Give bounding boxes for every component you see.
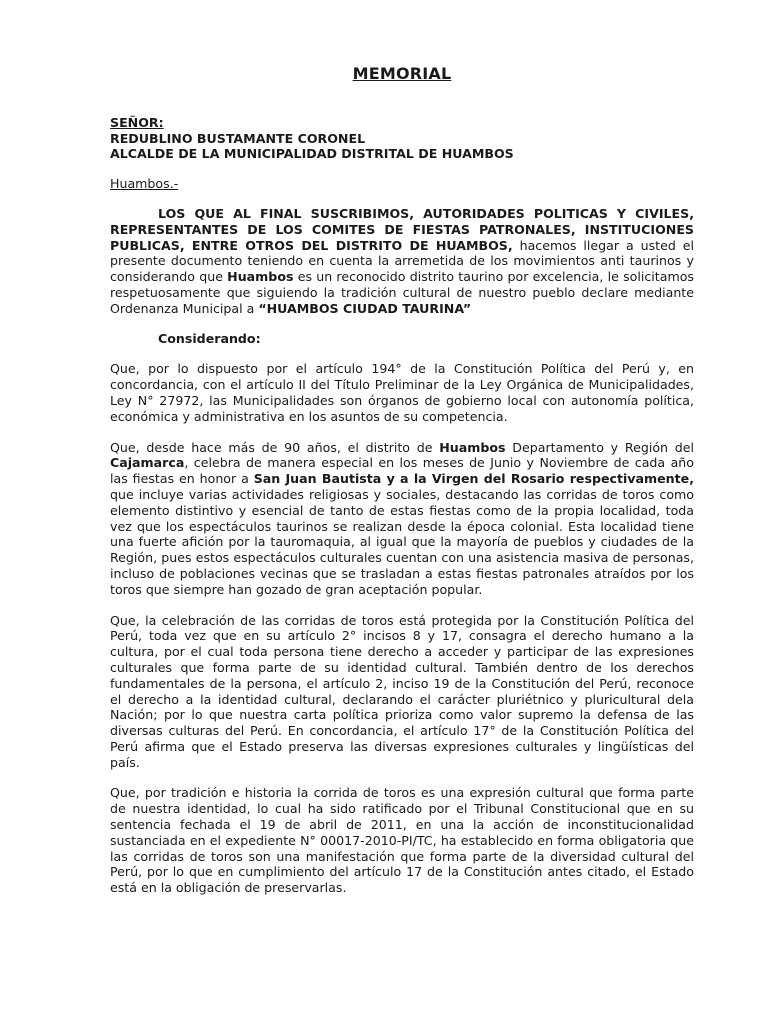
para2-text-4: que incluye varias actividades religiosas y sociales, destacando las corridas de toros como elemento distintivo y esencial de tanto de estas fiestas como de la propia localidad, toda vez que los espectáculos taurinos se realizan desde la época colonial. Esta localidad tiene una fuerte afición por la tauromaquia, al igual que la mayoría de pueblos y ciudades de la Región, pues estos espectáculos culturales cuentan con una asistencia masiva de personas, incluso de poblaciones vecinas que se trasladan a estas fiestas patronales atraídos por los toros que siempre han gozado de gran aceptación popular. xyxy=(110,486,694,597)
para2-text-2: Departamento y Región del xyxy=(505,439,694,455)
paragraph-4: Que, por tradición e historia la corrida de toros es una expresión cultural que forma parte de nuestra identidad, lo cual ha sido ratificado por el Tribunal Constitucional que en su sentencia fechada el 19 de abril de 2011, en una la acción de inconstitucionalidad sustanciada en el expediente N° 00017-2010-PI/TC, ha establecido en forma obligatoria que las corridas de toros son una manifestación que forma parte de la diversidad cultural del Perú, por lo que en cumplimiento del artículo 17 de la Constitución antes citado, el Estado está en la obligación de preservarlas. xyxy=(110,785,694,896)
addressee-block xyxy=(110,115,694,162)
para2-bold-huambos: Huambos xyxy=(439,439,506,455)
considerando-heading: Considerando: xyxy=(158,330,261,346)
paragraph-3: Que, la celebración de las corridas de toros está protegida por la Constitución Política del Perú, toda vez que en su artículo 2° incisos 8 y 17, consagra el derecho humano a la cultura, por el cual toda persona tiene derecho a acceder y participar de las expresiones culturales que forma parte de su identidad cultural. También dentro de los derechos fundamentales de la persona, el artículo 2, inciso 19 de la Constitución del Perú, reconoce el derecho a la identidad cultural, declarando el carácter pluriétnico y pluricultural dela Nación; por lo que nuestra carta política prioriza como valor supremo la defensa de las diversas culturas del Perú. En concordancia, el artículo 17° de la Constitución Política del Perú afirma que el Estado preserva las diversas expresiones culturales y lingüísticas del país. xyxy=(110,612,694,770)
para2-text-3: , celebra de manera especial en los meses de Junio y Noviembre de cada año las fiestas en honor a xyxy=(110,455,694,487)
document-page xyxy=(110,66,694,896)
paragraph-2 xyxy=(110,440,694,598)
place-line: Huambos.- xyxy=(110,176,179,192)
intro-bold-ordinance: “HUAMBOS CIUDAD TAURINA” xyxy=(258,300,472,316)
paragraph-1: Que, por lo dispuesto por el artículo 194° de la Constitución Política del Perú y, en concordancia, con el artículo II del Título Preliminar de la Ley Orgánica de Municipalidades, Ley N° 27972, las Municipalidades son órganos de gobierno local con autonomía política, económica y administrativa en los asuntos de su competencia. xyxy=(110,361,694,424)
addressee-position: ALCALDE DE LA MUNICIPALIDAD DISTRITAL DE HUAMBOS xyxy=(110,146,514,162)
para2-bold-saints: San Juan Bautista y a la Virgen del Rosario respectivamente, xyxy=(253,471,694,487)
document-title: MEMORIAL xyxy=(352,64,452,83)
intro-bold-lead: LOS QUE AL FINAL SUSCRIBIMOS, AUTORIDADES POLITICAS Y CIVILES, REPRESENTANTES DE LOS COMITES DE FIESTAS PATRONALES, INSTITUCIONES PUBLICAS, ENTRE OTROS DEL DISTRITO DE HUAMBOS, xyxy=(110,205,694,253)
para2-text-1: Que, desde hace más de 90 años, el distrito de xyxy=(110,439,440,455)
para2-bold-cajamarca: Cajamarca xyxy=(110,455,185,471)
intro-paragraph xyxy=(110,206,694,317)
intro-text-2: es un reconocido distrito taurino por excelencia, le solicitamos respetuosamente que siguiendo la tradición cultural de nuestro pueblo declare mediante Ordenanza Municipal a xyxy=(110,269,694,316)
intro-bold-huambos: Huambos xyxy=(227,269,294,285)
addressee-name: REDUBLINO BUSTAMANTE CORONEL xyxy=(110,130,366,146)
salutation: SEÑOR: xyxy=(110,114,164,130)
intro-text-1: hacemos llegar a usted el presente documento teniendo en cuenta la arremetida de los movimientos anti taurinos y considerando que xyxy=(110,237,695,285)
